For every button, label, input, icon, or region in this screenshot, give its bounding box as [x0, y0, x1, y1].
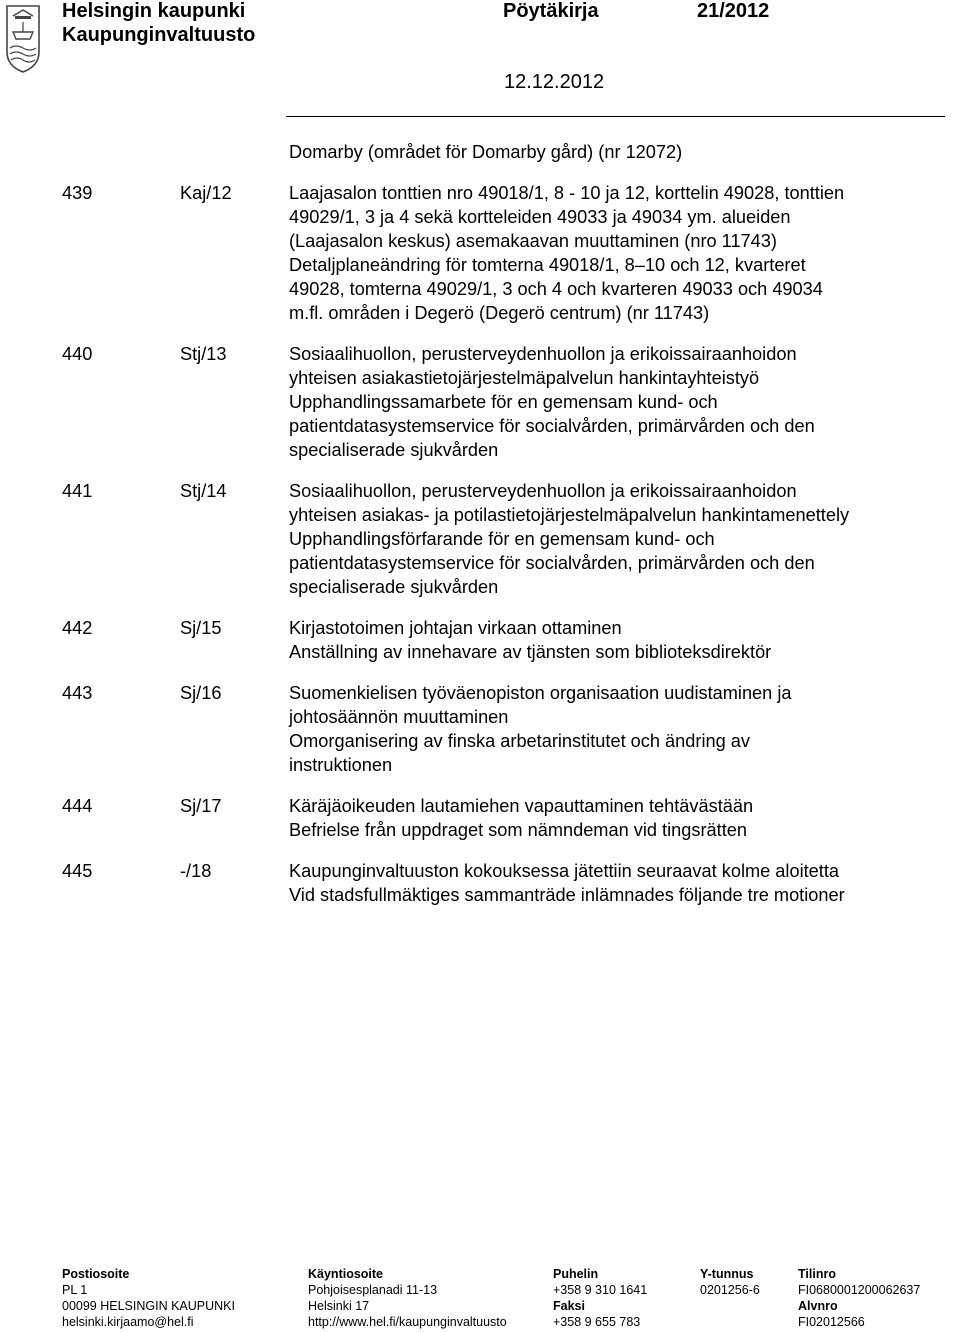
document-type: Pöytäkirja [503, 0, 599, 22]
footer-value: FI0680001200062637 [798, 1283, 921, 1297]
footer-website-link[interactable]: http://www.hel.fi/kaupunginvaltuusto [308, 1315, 507, 1329]
item-number: 442 [62, 618, 93, 638]
item-title-line: m.fl. områden i Degerö (Degerö centrum) (nr 11743) [289, 303, 710, 323]
item-title-line: Upphandlingssamarbete för en gemensam kund- och [289, 392, 718, 412]
item-title [289, 479, 929, 599]
item-title-line: Anställning av innehavare av tjänsten som biblioteksdirektör [289, 642, 772, 662]
footer-value: FI02012566 [798, 1315, 865, 1329]
item-number: 443 [62, 683, 93, 703]
item-title-line: yhteisen asiakas- ja potilastietojärjestelmäpalvelun hankintamenettely [289, 505, 850, 525]
item-number: 444 [62, 796, 93, 816]
item-title-line: patientdatasystemservice för socialvården, primärvården och den [289, 553, 815, 573]
item-number: 440 [62, 344, 93, 364]
agenda-item-444 [0, 794, 960, 842]
agenda-item-439 [0, 181, 960, 325]
item-title-line: Vid stadsfullmäktiges sammanträde inlämnades följande tre motioner [289, 885, 845, 905]
item-code: Sj/17 [180, 796, 222, 816]
footer-label: Faksi [553, 1299, 585, 1313]
item-title-line: 49028, tomterna 49029/1, 3 och 4 och kvarteren 49033 och 49034 [289, 279, 823, 299]
footer-business-id [700, 1266, 760, 1298]
helsinki-coat-of-arms-icon [2, 2, 44, 74]
body-name: Kaupunginvaltuusto [62, 24, 256, 46]
header-divider [286, 116, 945, 117]
footer-value: +358 9 310 1641 [553, 1283, 648, 1297]
item-title-line: Detaljplaneändring för tomterna 49018/1, 8–10 och 12, kvarteret [289, 255, 806, 275]
item-title-line: Sosiaalihuollon, perusterveydenhuollon ja erikoissairaanhoidon [289, 481, 797, 501]
item-title [289, 616, 929, 664]
item-title [289, 140, 929, 164]
item-code: Kaj/12 [180, 183, 232, 203]
agenda-item-440 [0, 342, 960, 462]
item-title-line: Omorganisering av finska arbetarinstitutet och ändring av [289, 731, 750, 751]
item-code: Stj/14 [180, 481, 227, 501]
footer-value: Pohjoisesplanadi 11-13 [308, 1283, 438, 1297]
item-title-line: Befrielse från uppdraget som nämndeman vid tingsrätten [289, 820, 747, 840]
footer-label: Y-tunnus [700, 1267, 754, 1281]
organization-name: Helsingin kaupunki [62, 0, 246, 22]
item-code: -/18 [180, 861, 212, 881]
item-title-line: Kirjastotoimen johtajan virkaan ottaminen [289, 618, 622, 638]
item-title [289, 859, 929, 907]
footer-value: Helsinki 17 [308, 1299, 370, 1313]
footer-account [798, 1266, 920, 1330]
item-number: 439 [62, 183, 93, 203]
item-title [289, 342, 929, 462]
meeting-date: 12.12.2012 [504, 71, 605, 93]
item-number: 441 [62, 481, 93, 501]
item-title-line: Suomenkielisen työväenopiston organisaation uudistaminen ja [289, 683, 792, 703]
agenda-list [0, 140, 960, 907]
item-title-line: instruktionen [289, 755, 393, 775]
agenda-item-443 [0, 681, 960, 777]
footer-phone [553, 1266, 647, 1330]
footer-label: Alvnro [798, 1299, 838, 1313]
document-number: 21/2012 [697, 0, 770, 22]
agenda-item-continuation [0, 140, 960, 164]
item-title [289, 794, 929, 842]
item-title-line: patientdatasystemservice för socialvården, primärvården och den [289, 416, 815, 436]
footer-label: Postiosoite [62, 1267, 130, 1281]
item-title-line: specialiserade sjukvården [289, 440, 499, 460]
agenda-item-442 [0, 616, 960, 664]
item-title-line: specialiserade sjukvården [289, 577, 499, 597]
footer-label: Puhelin [553, 1267, 599, 1281]
item-title-line: johtosäännön muuttaminen [289, 707, 509, 727]
item-title-line: Upphandlingsförfarande för en gemensam kund- och [289, 529, 715, 549]
item-title-line: Sosiaalihuollon, perusterveydenhuollon ja erikoissairaanhoidon [289, 344, 797, 364]
footer-value: 0201256-6 [700, 1283, 760, 1297]
item-code: Stj/13 [180, 344, 227, 364]
item-title [289, 681, 929, 777]
agenda-item-441 [0, 479, 960, 599]
item-code: Sj/15 [180, 618, 222, 638]
item-title-line: yhteisen asiakastietojärjestelmäpalvelun hankintayhteistyö [289, 368, 760, 388]
footer-label: Tilinro [798, 1267, 836, 1281]
item-code: Sj/16 [180, 683, 222, 703]
footer-label: Käyntiosoite [308, 1267, 384, 1281]
item-title-line: (Laajasalon keskus) asemakaavan muuttaminen (nro 11743) [289, 231, 777, 251]
item-title-line: Käräjäoikeuden lautamiehen vapauttaminen tehtävästään [289, 796, 754, 816]
footer-value: PL 1 [62, 1283, 88, 1297]
item-title-line: Kaupunginvaltuuston kokouksessa jätettiin seuraavat kolme aloitetta [289, 861, 840, 881]
agenda-item-445 [0, 859, 960, 907]
item-title-line: 49029/1, 3 ja 4 sekä kortteleiden 49033 ja 49034 ym. alueiden [289, 207, 791, 227]
item-title-line: Laajasalon tonttien nro 49018/1, 8 - 10 ja 12, korttelin 49028, tonttien [289, 183, 845, 203]
footer-visiting-address [308, 1266, 507, 1330]
footer-value: +358 9 655 783 [553, 1315, 641, 1329]
item-title-line: Domarby (området för Domarby gård) (nr 12072) [289, 142, 683, 162]
footer-email[interactable]: helsinki.kirjaamo@hel.fi [62, 1315, 194, 1329]
footer-postal-address [62, 1266, 235, 1330]
footer-value: 00099 HELSINGIN KAUPUNKI [62, 1299, 235, 1313]
item-number: 445 [62, 861, 93, 881]
item-title [289, 181, 929, 325]
